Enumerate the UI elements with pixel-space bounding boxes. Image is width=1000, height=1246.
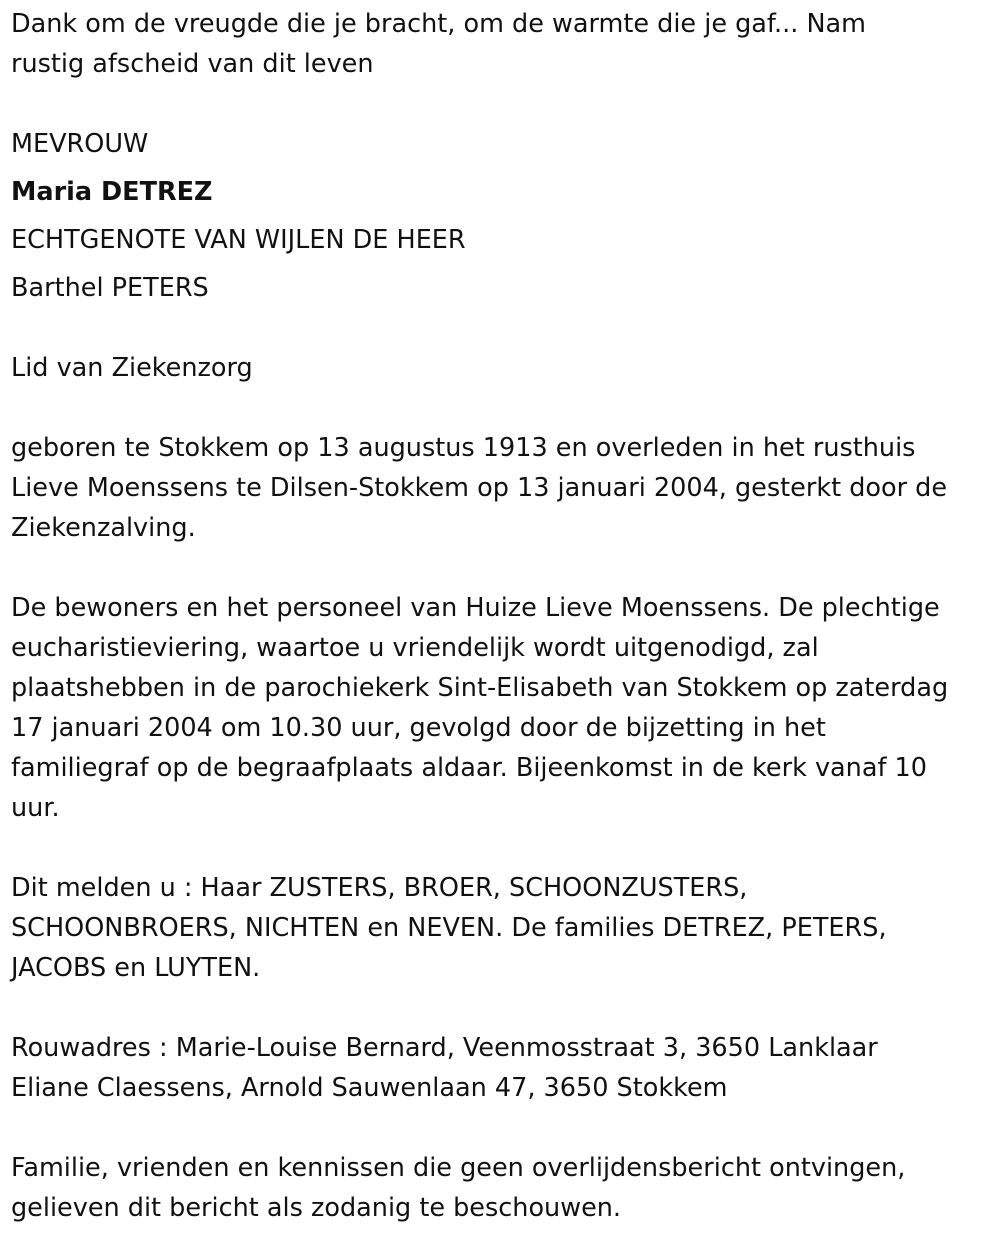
- intro-line: Dank om de vreugde die je bracht, om de warmte die je gaf... Nam: [11, 9, 867, 39]
- spacer: [11, 388, 990, 428]
- spacer: [11, 1108, 990, 1148]
- spacer: [11, 260, 990, 268]
- birth-death-line: Ziekenzalving.: [11, 513, 196, 543]
- announcement-text: [11, 868, 990, 988]
- spacer: [11, 164, 990, 172]
- spacer: [11, 548, 990, 588]
- ceremony-line: plaatshebben in de parochiekerk Sint-Elisabeth van Stokkem op zaterdag: [11, 673, 949, 703]
- spouse-name: Barthel PETERS: [11, 273, 209, 303]
- intro-text: [11, 4, 990, 84]
- address-text: [11, 1028, 990, 1108]
- ceremony-line: 17 januari 2004 om 10.30 uur, gevolgd door de bijzetting in het: [11, 713, 826, 743]
- birth-death-line: geboren te Stokkem op 13 augustus 1913 en overleden in het rusthuis: [11, 433, 916, 463]
- ceremony-line: uur.: [11, 793, 60, 823]
- spacer: [11, 84, 990, 124]
- ceremony-line: familiegraf op de begraafplaats aldaar. Bijeenkomst in de kerk vanaf 10: [11, 753, 927, 783]
- ceremony-line: eucharistieviering, waartoe u vriendelijk wordt uitgenodigd, zal: [11, 633, 819, 663]
- announcement-line: Dit melden u : Haar ZUSTERS, BROER, SCHOONZUSTERS,: [11, 873, 748, 903]
- spacer: [11, 212, 990, 220]
- closing-text: [11, 1148, 990, 1228]
- ceremony-text: [11, 588, 990, 828]
- address-line: Eliane Claessens, Arnold Sauwenlaan 47, 3650 Stokkem: [11, 1073, 728, 1103]
- spacer: [11, 828, 990, 868]
- address-line: Rouwadres : Marie-Louise Bernard, Veenmosstraat 3, 3650 Lanklaar: [11, 1033, 878, 1063]
- spacer: [11, 988, 990, 1028]
- closing-line: gelieven dit bericht als zodanig te beschouwen.: [11, 1193, 622, 1223]
- title-label: MEVROUW: [11, 129, 149, 159]
- birth-death-text: [11, 428, 990, 548]
- ceremony-line: De bewoners en het personeel van Huize Lieve Moenssens. De plechtige: [11, 593, 940, 623]
- birth-death-line: Lieve Moenssens te Dilsen-Stokkem op 13 januari 2004, gesterkt door de: [11, 473, 948, 503]
- closing-line: Familie, vrienden en kennissen die geen overlijdensbericht ontvingen,: [11, 1153, 906, 1183]
- relation-label: ECHTGENOTE VAN WIJLEN DE HEER: [11, 225, 466, 255]
- announcement-line: SCHOONBROERS, NICHTEN en NEVEN. De families DETREZ, PETERS,: [11, 913, 887, 943]
- membership-text: Lid van Ziekenzorg: [11, 353, 253, 383]
- intro-line: rustig afscheid van dit leven: [11, 49, 374, 79]
- spacer: [11, 308, 990, 348]
- deceased-name: Maria DETREZ: [11, 177, 213, 207]
- announcement-line: JACOBS en LUYTEN.: [11, 953, 261, 983]
